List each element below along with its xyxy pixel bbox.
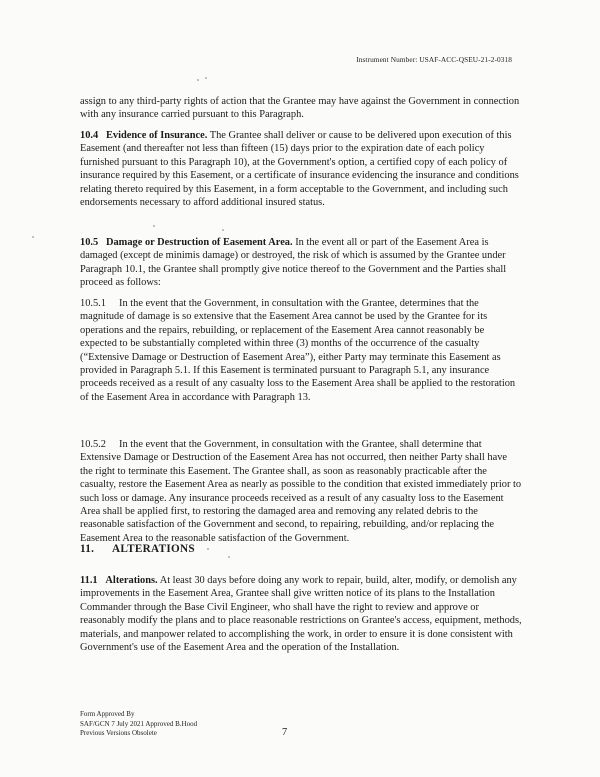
scan-speck <box>197 79 199 81</box>
paragraph-10-5-title: Damage or Destruction of Easement Area. <box>105 237 293 248</box>
paragraph-10-5-2-number: 10.5.2 <box>80 439 106 450</box>
form-approval-footer <box>80 710 197 739</box>
paragraph-10-5-2 <box>80 438 522 545</box>
paragraph-11-1-text: At least 30 days before doing any work to repair, build, alter, modify, or demolish any improvements in the Easement Area, Grantee shall give written notice of its plans to the Installation Commander through the Base Civil Engineer, who shall have the right to review and approve or reasonably modify the plans and to place reasonable restrictions on Grantee's access, equipment, methods, materials, and manpower related to accomplishing the work, in order to ensure it is done consistent with Government's use of the Easement Area and the operation of the Installation. <box>80 575 522 654</box>
section-11-number: 11. <box>80 543 95 555</box>
scan-speck <box>205 77 207 79</box>
scan-speck <box>222 229 224 231</box>
paragraph-10-4-title: Evidence of Insurance. <box>105 130 208 141</box>
scan-speck <box>228 556 230 558</box>
paragraph-10-4 <box>80 129 522 209</box>
paragraph-10-5-1-text: In the event that the Government, in consultation with the Grantee, determines that the magnitude of damage is so extensive that the Easement Area cannot be used by the Grantee for its operations and the repairs, rebuilding, or replacement of the Easement Area cannot reasonably be expected to be substantially completed within three (3) months of the occurrence of the casualty (“Extensive Damage or Destruction of Easement Area”), either Party may terminate this Easement as provided in Paragraph 5.1. If this Easement is terminated pursuant to Paragraph 5.1, any insurance proceeds received as a result of any casualty loss to the Easement Area shall be applied to the restoration of the Easement Area in accordance with Paragraph 13. <box>80 298 516 403</box>
footer-line-2: SAF/GCN 7 July 2021 Approved B.Hood <box>80 719 198 728</box>
paragraph-10-4-number: 10.4 <box>80 130 99 141</box>
paragraph-11-1-number: 11.1 <box>80 575 98 586</box>
paragraph-10-4-text: The Grantee shall deliver or cause to be delivered upon execution of this Easement (and thereafter not less than fifteen (15) days prior to the expiration date of each policy furnished pursuant to this Paragraph 10), at the Government's option, a certified copy of each policy of insurance required by this Easement, or a certificate of insurance evidencing the insurance and conditions relating thereto required by this Easement, in a form acceptable to the Government, and including such endorsements necessary to afford additional insured status. <box>80 130 519 209</box>
paragraph-10-5-text: In the event all or part of the Easement Area is damaged (except de minimis damage) or destroyed, the risk of which is assumed by the Grantee under Paragraph 10.1, the Grantee shall promptly give notice thereof to the Government and the Parties shall proceed as follows: <box>80 237 507 289</box>
scan-speck <box>153 225 155 227</box>
paragraph-11-1 <box>80 574 522 654</box>
paragraph-10-5-1 <box>80 297 522 404</box>
section-11-title: ALTERATIONS <box>112 543 195 555</box>
scan-speck <box>32 236 34 238</box>
instrument-number: Instrument Number: USAF-ACC-QSEU-21-2-0318 <box>356 55 512 64</box>
page-number: 7 <box>282 727 288 738</box>
paragraph-10-5-2-text: In the event that the Government, in consultation with the Grantee, shall determine that Extensive Damage or Destruction of the Easement Area has not occurred, then neither Party shall have the right to terminate this Easement. The Grantee shall, as soon as reasonably practicable after the casualty, restore the Easement Area as nearly as possible to the condition that existed immediately prior to such loss or damage. Any insurance proceeds received as a result of any casualty loss to the Easement Area shall be applied first, to restoring the damaged area and removing any related debris to the reasonable satisfaction of the Government and second, to repairing, rebuilding, and/or replacing the Easement Area to the reasonable satisfaction of the Government. <box>80 439 522 544</box>
intro-paragraph <box>80 95 522 122</box>
scan-speck <box>207 548 209 550</box>
paragraph-11-1-title: Alterations. <box>105 575 158 586</box>
intro-text: assign to any third-party rights of action that the Grantee may have against the Government in connection with any insurance carried pursuant to this Paragraph. <box>80 96 520 121</box>
paragraph-10-5 <box>80 236 522 290</box>
footer-line-1: Form Approved By <box>80 710 135 718</box>
paragraph-10-5-1-number: 10.5.1 <box>80 298 106 309</box>
footer-line-3: Previous Versions Obsolete <box>80 729 157 738</box>
paragraph-10-5-number: 10.5 <box>80 237 99 248</box>
section-11-heading <box>80 543 195 555</box>
